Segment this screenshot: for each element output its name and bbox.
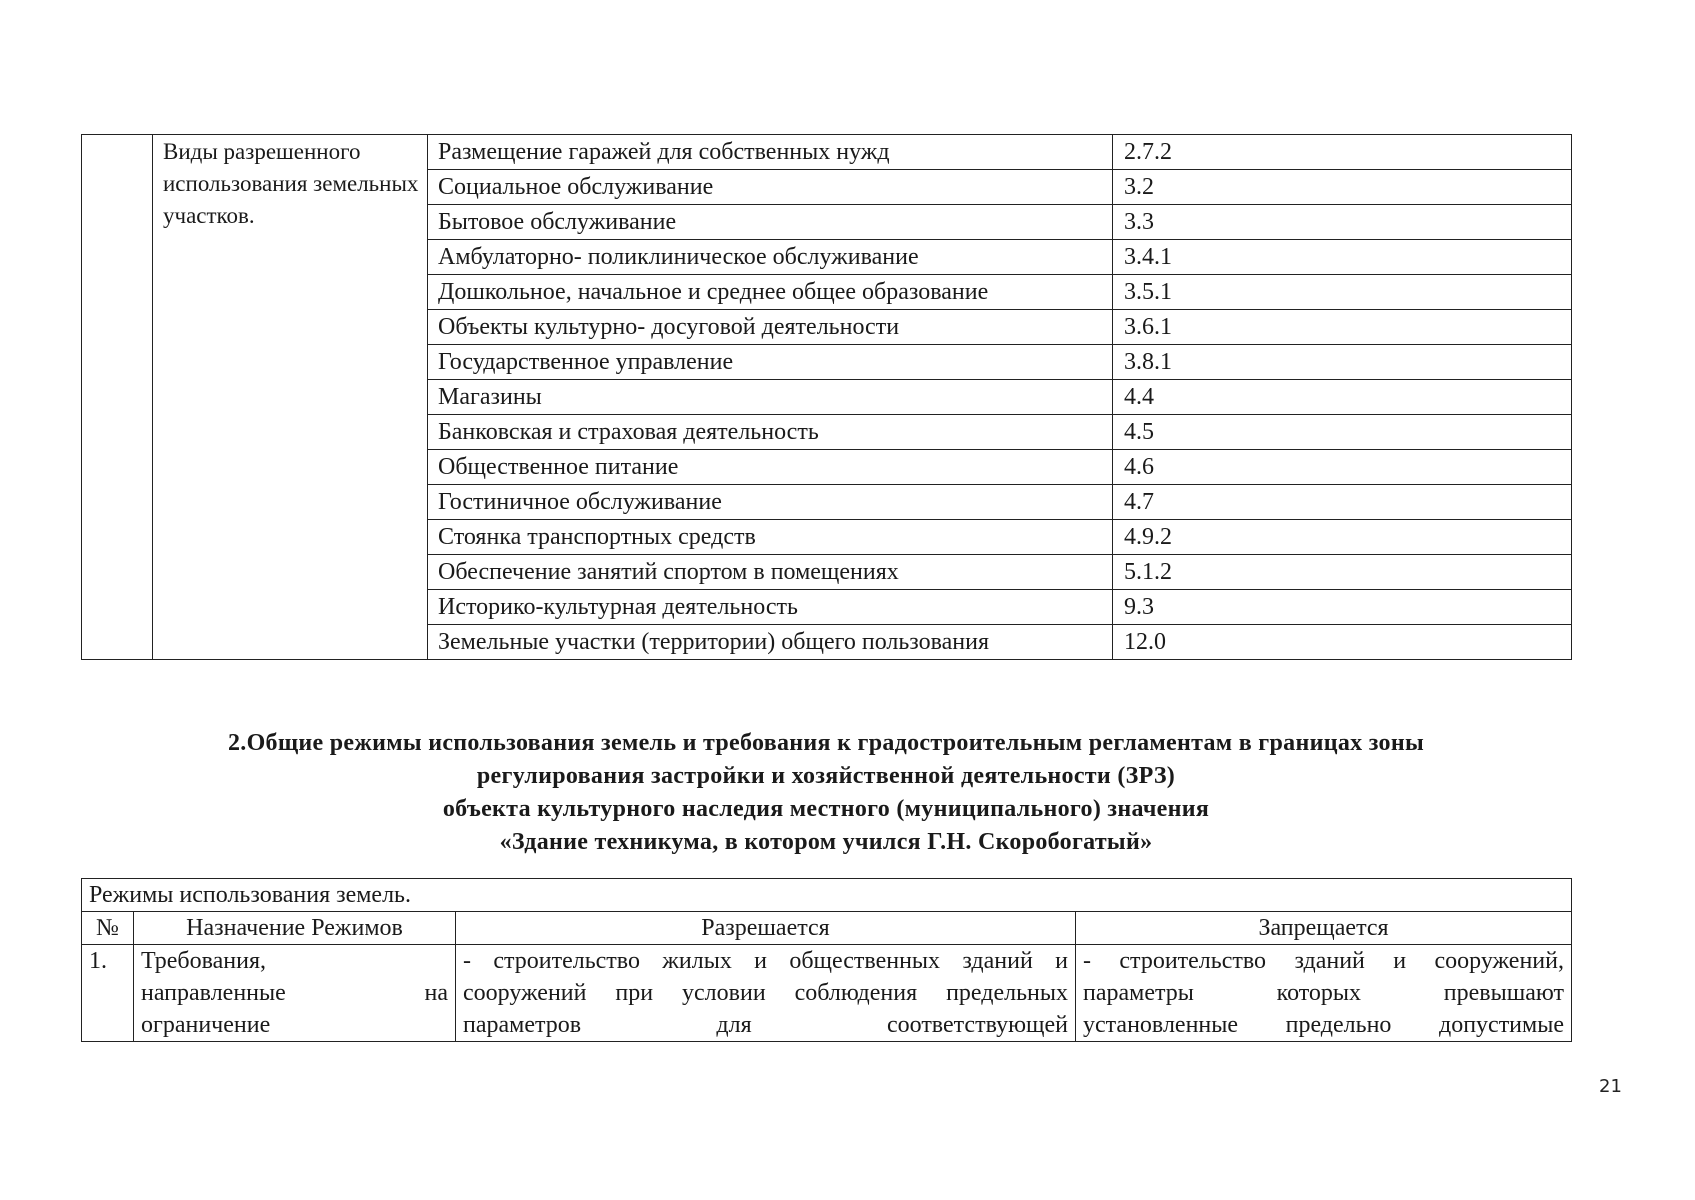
use-name-cell: Магазины [428, 380, 1113, 415]
use-code-cell: 4.4 [1113, 380, 1572, 415]
use-code-cell: 5.1.2 [1113, 555, 1572, 590]
table-caption-row [82, 879, 1572, 912]
heading-line: регулирования застройки и хозяйственной деятельности (ЗРЗ) [476, 763, 1176, 789]
use-name-cell: Гостиничное обслуживание [428, 485, 1113, 520]
category-cell: Виды разрешенного использования земельных участков. [153, 135, 428, 660]
use-name-cell: Амбулаторно- поликлиническое обслуживание [428, 240, 1113, 275]
use-code-cell: 4.7 [1113, 485, 1572, 520]
use-name-cell: Историко-культурная деятельность [428, 590, 1113, 625]
use-code-cell: 3.6.1 [1113, 310, 1572, 345]
use-name-cell: Социальное обслуживание [428, 170, 1113, 205]
use-name-cell: Обеспечение занятий спортом в помещениях [428, 555, 1113, 590]
table-row [82, 945, 1572, 1042]
use-code-cell: 3.3 [1113, 205, 1572, 240]
use-code-cell: 3.8.1 [1113, 345, 1572, 380]
use-code-cell: 2.7.2 [1113, 135, 1572, 170]
header-forbidden: Запрещается [1076, 912, 1572, 945]
forbidden-text: - строительство зданий и сооружений, параметры которых превышают установленные предельно допустимые [1083, 948, 1564, 1038]
page-number: 21 [1599, 1076, 1622, 1097]
purpose-word: направленные [141, 980, 286, 1006]
header-allowed: Разрешается [456, 912, 1076, 945]
use-code-cell: 12.0 [1113, 625, 1572, 660]
use-code-cell: 4.5 [1113, 415, 1572, 450]
use-name-cell: Бытовое обслуживание [428, 205, 1113, 240]
use-name-cell: Дошкольное, начальное и среднее общее образование [428, 275, 1113, 310]
header-number: № [82, 912, 134, 945]
permitted-use-table [81, 134, 1572, 660]
section-heading [81, 727, 1571, 859]
use-code-cell: 3.2 [1113, 170, 1572, 205]
use-code-cell: 4.9.2 [1113, 520, 1572, 555]
land-use-regimes-table [81, 878, 1572, 1042]
use-code-cell: 9.3 [1113, 590, 1572, 625]
header-purpose: Назначение Режимов [134, 912, 456, 945]
purpose-line: Требования, [141, 948, 267, 974]
heading-line: объекта культурного наследия местного (муниципального) значения [442, 796, 1210, 822]
row-number: 1. [82, 945, 134, 1042]
table-row [82, 135, 1572, 170]
row-purpose [134, 945, 456, 1042]
use-name-cell: Объекты культурно- досуговой деятельности [428, 310, 1113, 345]
table-header-row [82, 912, 1572, 945]
heading-line: 2.Общие режимы использования земель и требования к градостроительным регламентам в границах зоны [227, 730, 1425, 756]
purpose-line: ограничение [141, 1012, 271, 1038]
use-name-cell: Банковская и страховая деятельность [428, 415, 1113, 450]
use-name-cell: Земельные участки (территории) общего пользования [428, 625, 1113, 660]
use-code-cell: 3.5.1 [1113, 275, 1572, 310]
row-forbidden [1076, 945, 1572, 1042]
use-code-cell: 4.6 [1113, 450, 1572, 485]
use-name-cell: Общественное питание [428, 450, 1113, 485]
row-allowed [456, 945, 1076, 1042]
table-caption: Режимы использования земель. [82, 879, 1572, 912]
heading-line: «Здание техникума, в котором учился Г.Н. Скоробогатый» [499, 829, 1153, 855]
purpose-word: на [424, 980, 448, 1006]
empty-number-cell [82, 135, 153, 660]
allowed-text: - строительство жилых и общественных зданий и сооружений при условии соблюдения предельных параметров для соответствующей [463, 948, 1068, 1038]
use-name-cell: Стоянка транспортных средств [428, 520, 1113, 555]
use-code-cell: 3.4.1 [1113, 240, 1572, 275]
use-name-cell: Государственное управление [428, 345, 1113, 380]
use-name-cell: Размещение гаражей для собственных нужд [428, 135, 1113, 170]
purpose-line [141, 977, 448, 1009]
